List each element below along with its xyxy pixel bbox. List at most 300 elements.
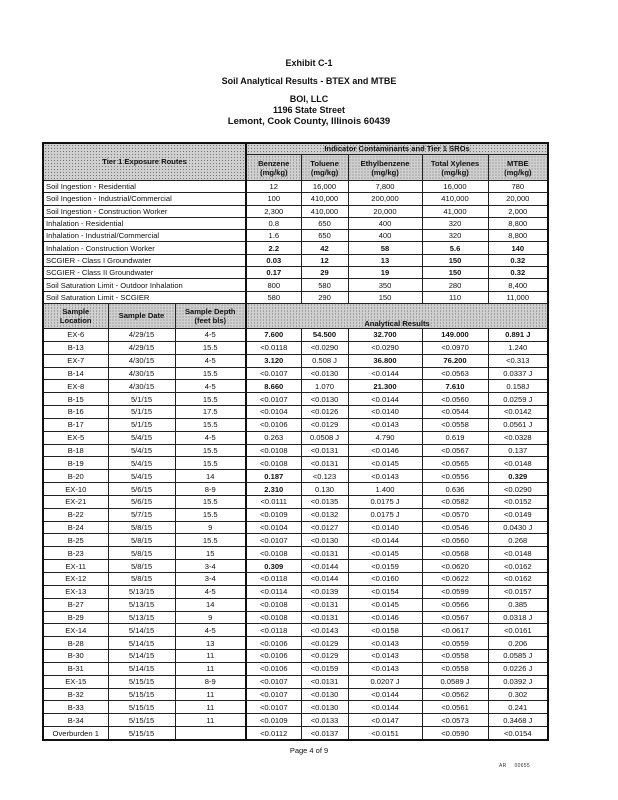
sro-value: 12: [246, 181, 301, 193]
sample-row: [43, 367, 548, 380]
result-value: 76.200: [422, 354, 488, 367]
result-value: <0.0140: [348, 521, 422, 534]
exposure-route: Inhalation - Industrial/Commercial: [43, 230, 246, 242]
result-value: <0.0582: [422, 495, 488, 508]
result-value: <0.0562: [422, 688, 488, 701]
sro-value: 7,800: [348, 181, 422, 193]
document-stamp: [499, 763, 538, 769]
result-value: 1.070: [301, 380, 348, 393]
result-value: 7.600: [246, 328, 301, 341]
exposure-route: Soil Saturation Limit - Outdoor Inhalation: [43, 279, 246, 291]
sample-row: [43, 341, 548, 354]
result-value: 0.137: [488, 444, 548, 457]
sample-depth: 14: [175, 470, 246, 483]
result-value: 0.302: [488, 688, 548, 701]
sample-date: 4/29/15: [108, 341, 175, 354]
sro-value: 5.6: [422, 242, 488, 254]
sro-value: 58: [348, 242, 422, 254]
sample-depth: 13: [175, 637, 246, 650]
sro-value: 780: [488, 181, 548, 193]
result-value: 0.130: [301, 483, 348, 496]
sample-location: B-19: [43, 457, 108, 470]
tier-row: [43, 242, 548, 254]
sample-row: [43, 406, 548, 419]
result-value: <0.0126: [301, 406, 348, 419]
column-unit: (mg/kg): [504, 167, 532, 177]
result-value: <0.0558: [422, 662, 488, 675]
sample-depth: 4-5: [175, 431, 246, 444]
sro-value: 11,000: [488, 291, 548, 303]
sro-value: 1.6: [246, 230, 301, 242]
result-value: <0.0159: [301, 662, 348, 675]
sro-value: 410,000: [422, 193, 488, 205]
result-value: <0.0558: [422, 650, 488, 663]
sample-date: 4/30/15: [108, 367, 175, 380]
sro-value: 0.8: [246, 217, 301, 229]
sample-row: [43, 675, 548, 688]
result-value: <0.0570: [422, 508, 488, 521]
sample-date: 5/13/15: [108, 611, 175, 624]
sample-date: 5/13/15: [108, 598, 175, 611]
exposure-route: SCGIER - Class I Groundwater: [43, 254, 246, 266]
sample-depth: 15.5: [175, 341, 246, 354]
sample-location: B-29: [43, 611, 108, 624]
result-value: <0.0135: [301, 495, 348, 508]
sro-value: 29: [301, 267, 348, 279]
result-value: 32.700: [348, 328, 422, 341]
result-value: 0.0585 J: [488, 650, 548, 663]
sro-value: 2,000: [488, 205, 548, 217]
sample-row: [43, 650, 548, 663]
sro-value: 8,400: [488, 279, 548, 291]
sro-value: 100: [246, 193, 301, 205]
sample-location: Overburden 1: [43, 727, 108, 740]
sro-value: 150: [348, 291, 422, 303]
sample-location: B-13: [43, 341, 108, 354]
result-value: 0.0318 J: [488, 611, 548, 624]
result-value: <0.0118: [246, 573, 301, 586]
result-value: <0.0104: [246, 521, 301, 534]
sample-depth: 9: [175, 521, 246, 534]
sro-value: 400: [348, 230, 422, 242]
result-value: <0.0107: [246, 688, 301, 701]
result-value: <0.0157: [488, 585, 548, 598]
result-value: <0.0132: [301, 508, 348, 521]
sample-date: 5/8/15: [108, 547, 175, 560]
result-value: <0.0143: [348, 418, 422, 431]
sample-row: [43, 354, 548, 367]
result-value: <0.0146: [348, 611, 422, 624]
sample-row: [43, 688, 548, 701]
sample-location: B-33: [43, 701, 108, 714]
sample-depth: 4-5: [175, 354, 246, 367]
column-header-ethylbenzene: [348, 155, 422, 181]
result-value: <0.0131: [301, 675, 348, 688]
sro-value: 200,000: [348, 193, 422, 205]
result-value: <0.0617: [422, 624, 488, 637]
result-value: <0.0127: [301, 521, 348, 534]
result-value: <0.0108: [246, 457, 301, 470]
sample-location: B-34: [43, 714, 108, 727]
sample-depth: 11: [175, 688, 246, 701]
result-value: <0.0290: [348, 341, 422, 354]
sample-location: B-15: [43, 393, 108, 406]
result-value: <0.0154: [348, 585, 422, 598]
result-value: <0.0560: [422, 393, 488, 406]
result-value: <0.0544: [422, 406, 488, 419]
sample-date: 5/4/15: [108, 444, 175, 457]
result-value: <0.0108: [246, 547, 301, 560]
column-header-benzene: [246, 155, 301, 181]
result-value: 2.310: [246, 483, 301, 496]
result-value: <0.0130: [301, 534, 348, 547]
sample-location: EX-5: [43, 431, 108, 444]
result-value: <0.0160: [348, 573, 422, 586]
result-value: <0.0108: [246, 444, 301, 457]
result-value: <0.0558: [422, 418, 488, 431]
result-value: <0.0145: [348, 457, 422, 470]
column-name: Benzene: [258, 158, 290, 168]
sample-depth: 3-4: [175, 573, 246, 586]
sample-depth: 15.5: [175, 367, 246, 380]
result-value: <0.0290: [301, 341, 348, 354]
result-value: <0.0131: [301, 457, 348, 470]
result-value: <0.0143: [348, 470, 422, 483]
result-value: <0.313: [488, 354, 548, 367]
result-value: <0.0556: [422, 470, 488, 483]
sample-location: EX-15: [43, 675, 108, 688]
sample-location: B-14: [43, 367, 108, 380]
sample-depth: 11: [175, 650, 246, 663]
sro-value: 42: [301, 242, 348, 254]
result-value: <0.0131: [301, 444, 348, 457]
result-value: <0.123: [301, 470, 348, 483]
result-value: <0.0622: [422, 573, 488, 586]
result-value: <0.0546: [422, 521, 488, 534]
sample-date: 5/14/15: [108, 637, 175, 650]
column-header-mtbe: [488, 155, 548, 181]
result-value: 0.0226 J: [488, 662, 548, 675]
result-value: <0.0107: [246, 367, 301, 380]
sample-depth: [175, 727, 246, 740]
sample-row: [43, 457, 548, 470]
result-value: <0.0145: [348, 598, 422, 611]
result-value: <0.0118: [246, 341, 301, 354]
result-value: <0.0148: [488, 547, 548, 560]
sample-date: 5/13/15: [108, 585, 175, 598]
sample-row: [43, 380, 548, 393]
sample-row: [43, 508, 548, 521]
sro-value: 350: [348, 279, 422, 291]
sample-date: 5/15/15: [108, 701, 175, 714]
column-unit: (mg/kg): [310, 167, 339, 177]
result-value: <0.0599: [422, 585, 488, 598]
result-value: <0.0106: [246, 637, 301, 650]
sample-row: [43, 470, 548, 483]
result-value: <0.0131: [301, 611, 348, 624]
sample-date: 5/15/15: [108, 714, 175, 727]
sample-depth: 15.5: [175, 508, 246, 521]
result-value: 54.500: [301, 328, 348, 341]
result-value: <0.0566: [422, 598, 488, 611]
sample-date: 5/1/15: [108, 406, 175, 419]
result-value: 21.300: [348, 380, 422, 393]
result-value: <0.0130: [301, 701, 348, 714]
sample-row: [43, 701, 548, 714]
sample-row: [43, 727, 548, 740]
sample-date: 5/15/15: [108, 727, 175, 740]
result-value: <0.0144: [348, 367, 422, 380]
sro-value: 110: [422, 291, 488, 303]
sample-depth: 15.5: [175, 444, 246, 457]
result-value: <0.0130: [301, 688, 348, 701]
sro-value: 150: [422, 254, 488, 266]
sample-date: 5/4/15: [108, 431, 175, 444]
result-value: <0.0144: [301, 560, 348, 573]
sample-location: EX-11: [43, 560, 108, 573]
sample-location: B-24: [43, 521, 108, 534]
result-value: <0.0131: [301, 598, 348, 611]
result-value: <0.0114: [246, 585, 301, 598]
result-value: <0.0143: [348, 650, 422, 663]
result-value: <0.0146: [348, 444, 422, 457]
sro-value: 8,800: [488, 217, 548, 229]
sample-depth: 4-5: [175, 380, 246, 393]
sro-value: 0.32: [488, 267, 548, 279]
result-value: <0.0158: [348, 624, 422, 637]
result-value: <0.0147: [348, 714, 422, 727]
sample-depth: 11: [175, 662, 246, 675]
result-value: 0.891 J: [488, 328, 548, 341]
sro-value: 0.17: [246, 267, 301, 279]
page-number: Page 4 of 9: [289, 746, 329, 755]
result-value: 0.619: [422, 431, 488, 444]
result-value: 0.0175 J: [348, 495, 422, 508]
sample-depth: 4-5: [175, 624, 246, 637]
result-value: <0.0140: [348, 406, 422, 419]
tier-row: [43, 267, 548, 279]
sro-value: 410,000: [301, 205, 348, 217]
sample-depth: 4-5: [175, 328, 246, 341]
result-value: 3.120: [246, 354, 301, 367]
sample-row: [43, 521, 548, 534]
sample-depth: 17.5: [175, 406, 246, 419]
column-header-toluene: [301, 155, 348, 181]
column-name: Total Xylenes: [430, 158, 480, 168]
sample-depth: 15: [175, 547, 246, 560]
sample-location: B-17: [43, 418, 108, 431]
sample-date: 5/14/15: [108, 624, 175, 637]
result-value: 8.660: [246, 380, 301, 393]
sample-location: B-25: [43, 534, 108, 547]
result-value: 0.0561 J: [488, 418, 548, 431]
result-value: <0.0152: [488, 495, 548, 508]
tier-row: [43, 181, 548, 193]
result-value: <0.0559: [422, 637, 488, 650]
result-value: 1.400: [348, 483, 422, 496]
result-value: 0.309: [246, 560, 301, 573]
exposure-route: Soil Ingestion - Construction Worker: [43, 205, 246, 217]
sro-value: 140: [488, 242, 548, 254]
result-value: <0.0129: [301, 637, 348, 650]
result-value: <0.0563: [422, 367, 488, 380]
sro-value: 290: [301, 291, 348, 303]
result-value: <0.0565: [422, 457, 488, 470]
sro-value: 20,000: [348, 205, 422, 217]
result-value: <0.0144: [348, 534, 422, 547]
column-header-total-xylenes: [422, 155, 488, 181]
result-value: <0.0143: [348, 662, 422, 675]
sample-depth: 15.5: [175, 534, 246, 547]
result-value: <0.0560: [422, 534, 488, 547]
sro-value: 280: [422, 279, 488, 291]
sro-value: 2.2: [246, 242, 301, 254]
tier-row: [43, 205, 548, 217]
result-value: 0.158J: [488, 380, 548, 393]
sample-row: [43, 393, 548, 406]
sample-row: [43, 714, 548, 727]
sample-depth: 14: [175, 598, 246, 611]
result-value: <0.0568: [422, 547, 488, 560]
result-value: <0.0107: [246, 393, 301, 406]
sample-date: 5/8/15: [108, 573, 175, 586]
exposure-route: Soil Ingestion - Residential: [43, 181, 246, 193]
document-header: [0, 58, 618, 127]
sample-date: 5/15/15: [108, 675, 175, 688]
result-value: <0.0620: [422, 560, 488, 573]
sro-value: 16,000: [301, 181, 348, 193]
result-value: <0.0139: [301, 585, 348, 598]
sample-date: 4/29/15: [108, 328, 175, 341]
result-value: <0.0162: [488, 573, 548, 586]
sample-location: EX-6: [43, 328, 108, 341]
sample-row: [43, 495, 548, 508]
sample-row: [43, 418, 548, 431]
sro-value: 20,000: [488, 193, 548, 205]
result-value: 0.0589 J: [422, 675, 488, 688]
column-name: Toluene: [310, 158, 339, 168]
sample-date: 5/8/15: [108, 560, 175, 573]
sample-row: [43, 637, 548, 650]
sample-depth: 11: [175, 701, 246, 714]
result-value: <0.0109: [246, 508, 301, 521]
sro-value: 0.32: [488, 254, 548, 266]
analytical-results-header: Analytical Results: [246, 303, 548, 328]
sro-value: 0.03: [246, 254, 301, 266]
result-value: <0.0133: [301, 714, 348, 727]
result-value: <0.0144: [301, 573, 348, 586]
sample-row: [43, 624, 548, 637]
tier-row: [43, 230, 548, 242]
sro-value: 19: [348, 267, 422, 279]
sample-date: 5/6/15: [108, 483, 175, 496]
result-value: 0.3468 J: [488, 714, 548, 727]
result-value: <0.0143: [348, 637, 422, 650]
sample-row: [43, 585, 548, 598]
street-address: 1196 State Street: [272, 105, 346, 115]
sample-date: 5/14/15: [108, 662, 175, 675]
result-value: 0.0508 J: [301, 431, 348, 444]
sro-value: 12: [301, 254, 348, 266]
sample-depth: 8-9: [175, 675, 246, 688]
sample-depth: 15.5: [175, 418, 246, 431]
result-value: <0.0107: [246, 675, 301, 688]
result-value: 7.610: [422, 380, 488, 393]
sample-location: B-20: [43, 470, 108, 483]
sample-row: [43, 598, 548, 611]
city-state: Lemont, Cook County, Illinois 60439: [227, 116, 391, 127]
result-value: <0.0162: [488, 560, 548, 573]
sro-value: 410,000: [301, 193, 348, 205]
group-header: Indicator Contaminants and Tier 1 SROs: [246, 143, 548, 155]
sro-value: 13: [348, 254, 422, 266]
sro-value: 2,300: [246, 205, 301, 217]
sro-value: 650: [301, 217, 348, 229]
result-value: <0.0118: [246, 624, 301, 637]
sample-location: B-28: [43, 637, 108, 650]
document-subtitle: Soil Analytical Results - BTEX and MTBE: [221, 76, 397, 86]
sample-location: B-23: [43, 547, 108, 560]
result-value: <0.0561: [422, 701, 488, 714]
sample-date: 5/1/15: [108, 418, 175, 431]
sample-depth: 4-5: [175, 585, 246, 598]
result-value: <0.0111: [246, 495, 301, 508]
column-unit: (mg/kg): [441, 167, 469, 177]
company-name: BOI, LLC: [289, 94, 329, 104]
sample-location: B-22: [43, 508, 108, 521]
result-value: 0.0175 J: [348, 508, 422, 521]
sample-location: EX-12: [43, 573, 108, 586]
result-value: 0.329: [488, 470, 548, 483]
sample-location: B-18: [43, 444, 108, 457]
result-value: <0.0107: [246, 701, 301, 714]
sample-location: B-27: [43, 598, 108, 611]
result-value: <0.0328: [488, 431, 548, 444]
sample-date: 5/15/15: [108, 688, 175, 701]
result-value: 0.268: [488, 534, 548, 547]
result-value: <0.0144: [348, 688, 422, 701]
sample-row: [43, 547, 548, 560]
result-value: <0.0970: [422, 341, 488, 354]
result-value: 0.0337 J: [488, 367, 548, 380]
sample-location: B-32: [43, 688, 108, 701]
column-unit: (mg/kg): [371, 167, 399, 177]
column-name: Ethylbenzene: [360, 158, 410, 168]
result-value: 0.187: [246, 470, 301, 483]
sample-location: EX-21: [43, 495, 108, 508]
sro-value: 16,000: [422, 181, 488, 193]
sample-location: EX-7: [43, 354, 108, 367]
result-value: <0.0129: [301, 650, 348, 663]
result-value: 149.000: [422, 328, 488, 341]
result-value: <0.0154: [488, 727, 548, 740]
sample-row: [43, 611, 548, 624]
sample-location: EX-13: [43, 585, 108, 598]
result-value: 0.0259 J: [488, 393, 548, 406]
result-value: <0.0143: [301, 624, 348, 637]
sample-location: B-30: [43, 650, 108, 663]
result-value: 1.240: [488, 341, 548, 354]
stamp-prefix: AR: [499, 763, 507, 769]
tier-row: [43, 291, 548, 303]
sample-row: [43, 483, 548, 496]
result-value: 0.0430 J: [488, 521, 548, 534]
result-value: <0.0131: [301, 547, 348, 560]
result-value: 0.508 J: [301, 354, 348, 367]
sample-date: 5/4/15: [108, 457, 175, 470]
sample-date-header: Sample Date: [108, 303, 175, 328]
sro-value: 580: [246, 291, 301, 303]
